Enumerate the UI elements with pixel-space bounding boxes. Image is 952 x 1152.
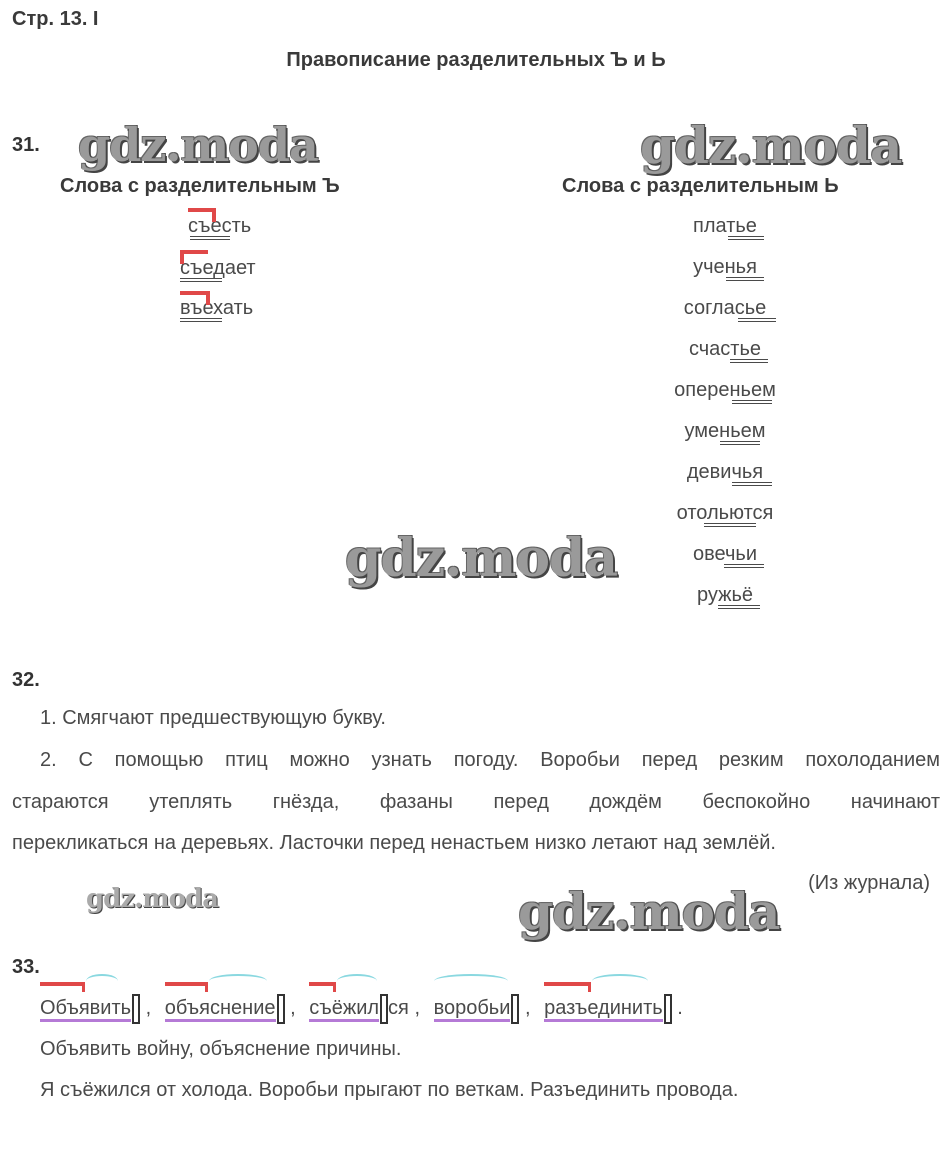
prefix-mark <box>165 982 208 992</box>
list-item: согласье <box>683 297 767 319</box>
list-item: овечьи <box>693 543 757 565</box>
list-item: счастье <box>688 338 762 360</box>
list-item: отольются <box>676 502 774 524</box>
root-mark <box>209 974 267 988</box>
morpheme-word <box>544 988 672 1030</box>
underline-mark <box>730 359 768 363</box>
separator: , <box>290 997 296 1019</box>
word-text: съесть <box>188 215 252 237</box>
separator: , <box>145 997 152 1019</box>
exercise-number: 31. <box>12 134 40 156</box>
underline-mark <box>732 482 772 486</box>
root-mark <box>337 974 377 988</box>
word-stem: разъединить <box>544 997 663 1022</box>
separator: . <box>677 997 683 1019</box>
column-heading-soft-sign: Слова с разделительным Ь <box>562 175 839 197</box>
word-stem: объяснение <box>165 997 276 1022</box>
underline-mark <box>718 605 760 609</box>
answer-line: перекликаться на деревьях. Ласточки перед ненастьем низко летают над землёй. <box>12 832 776 854</box>
word-stem: Объявить <box>40 997 131 1022</box>
ending-box <box>664 994 672 1024</box>
underline-mark <box>732 400 772 404</box>
separator: , <box>524 997 531 1019</box>
underline-mark <box>190 236 230 240</box>
word-text: въехать <box>180 297 254 319</box>
morpheme-word <box>309 988 409 1030</box>
exercise-number: 33. <box>12 956 40 978</box>
list-item: ружьё <box>696 584 754 606</box>
watermark: gdz.moda <box>518 882 780 941</box>
ending-box <box>277 994 285 1024</box>
answer-line: стараются утеплять гнёзда, фазаны перед дождём беспокойно начинают <box>12 791 940 813</box>
word-text: съедает <box>180 257 256 279</box>
morpheme-word <box>434 988 520 1030</box>
watermark: gdz.moda <box>640 116 902 175</box>
watermark: gdz.moda <box>78 118 318 172</box>
list-item: опереньем <box>674 379 776 401</box>
underline-mark <box>180 318 222 322</box>
ending-box <box>132 994 140 1024</box>
underline-mark <box>726 277 764 281</box>
underline-mark <box>720 441 760 445</box>
morpheme-word <box>40 988 140 1030</box>
morpheme-analysis-line <box>40 988 683 1028</box>
list-item: девичья <box>686 461 764 483</box>
column-heading-hard-sign: Слова с разделительным Ъ <box>60 175 340 197</box>
answer-line: Я съёжился от холода. Воробьи прыгают по веткам. Разъединить провода. <box>40 1079 739 1101</box>
prefix-mark <box>180 291 210 305</box>
underline-mark <box>180 278 222 282</box>
source-note: (Из журнала) <box>808 872 930 894</box>
ending-box <box>380 994 388 1024</box>
list-item: ученья <box>693 256 757 278</box>
prefix-mark <box>40 982 85 992</box>
word-stem: съёжил <box>309 997 379 1022</box>
underline-mark <box>738 318 776 322</box>
prefix-mark <box>180 250 208 264</box>
list-item: уменьем <box>684 420 766 442</box>
watermark: gdz.moda <box>86 884 219 914</box>
underline-mark <box>704 523 756 527</box>
root-mark <box>434 974 508 988</box>
soft-sign-word-list <box>640 206 810 616</box>
prefix-mark <box>544 982 591 992</box>
page-label: Стр. 13. I <box>12 8 99 30</box>
root-mark <box>592 974 648 988</box>
answer-line: 1. Смягчают предшествующую букву. <box>40 707 386 729</box>
list-item: платье <box>693 215 757 237</box>
exercise-number: 32. <box>12 669 40 691</box>
separator: , <box>414 997 421 1019</box>
root-mark <box>86 974 118 988</box>
underline-mark <box>728 236 764 240</box>
word-stem: воробьи <box>434 997 511 1022</box>
answer-line: Объявить войну, объяснение причины. <box>40 1038 402 1060</box>
underline-mark <box>724 564 764 568</box>
prefix-mark <box>309 982 336 992</box>
prefix-mark <box>188 208 216 222</box>
page-title: Правописание разделительных Ъ и Ь <box>286 49 666 71</box>
answer-line: 2. С помощью птиц можно узнать погоду. Воробьи перед резким похолоданием <box>40 749 940 771</box>
morpheme-word <box>165 988 285 1030</box>
ending-box <box>511 994 519 1024</box>
watermark: gdz.moda <box>345 528 618 589</box>
postfix: ся <box>388 997 409 1019</box>
